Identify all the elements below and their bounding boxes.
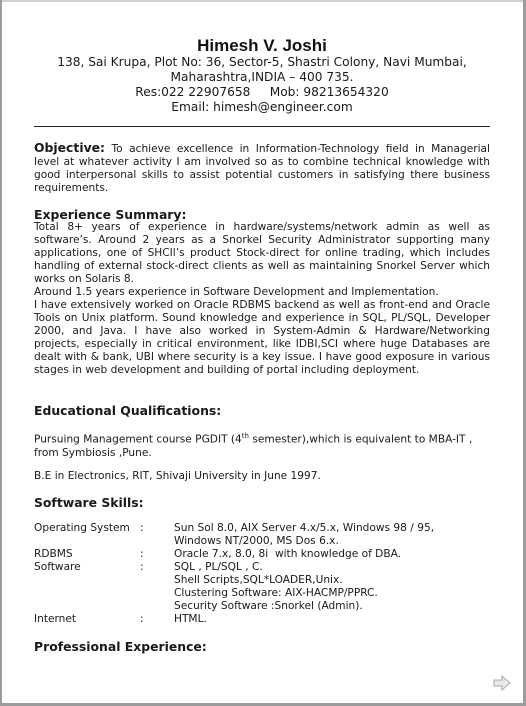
experience-para-2: Around 1.5 years experience in Software Development and Implementation. [34, 286, 439, 298]
next-arrow-icon[interactable] [492, 674, 512, 692]
education-line-2: B.E in Electronics, RIT, Shivaji University in June 1997. [34, 470, 321, 482]
header-divider [34, 126, 490, 127]
professional-experience-heading: Professional Experience: [34, 639, 207, 654]
candidate-name: Himesh V. Joshi [197, 36, 327, 55]
address-line-1: 138, Sai Krupa, Plot No: 36, Sector-5, Shastri Colony, Navi Mumbai, [57, 55, 467, 69]
skills-separator: : [140, 548, 144, 560]
education-line-1-end: semester),which is equivalent to MBA-IT , from Symbiosis ,Pune. [34, 433, 473, 459]
skills-row-internet [34, 613, 490, 626]
skills-separator: : [140, 522, 144, 534]
experience-para-1: Total 8+ years of experience in hardware/systems/network admin as well as software’s. Around 2 years as a Snorkel Security Administrator supporting many applications, one of SHCIl’s product Stock-direct for online trading, which includes handling of external stock-direct clients as well as maintaining Snorkel Server which works on Solaris 8. [34, 221, 490, 285]
address-line-2: Maharashtra,INDIA – 400 735. [170, 70, 354, 84]
skills-row-operating-system [34, 522, 490, 548]
skills-key: Operating System [34, 522, 130, 534]
email-address: Email: himesh@engineer.com [171, 100, 353, 114]
software-skills-table [34, 522, 490, 626]
experience-summary-heading: Experience Summary: [34, 207, 187, 222]
objective-text: To achieve excellence in Information-Technology field in Managerial level at whatever activity I am involved so as to combine technical knowledge with good interpersonal skills to assist potential customers in satisfying there business requirements. [34, 143, 490, 194]
skills-value: Windows NT/2000, MS Dos 6.x. [174, 535, 339, 547]
skills-separator: : [140, 613, 144, 625]
objective-label: Objective: [34, 140, 106, 155]
skills-values [174, 613, 490, 626]
skills-values [174, 548, 490, 561]
skills-row-software [34, 561, 490, 613]
skills-key: RDBMS [34, 548, 73, 560]
skills-value: Sun Sol 8.0, AIX Server 4.x/5.x, Windows 98 / 95, [174, 522, 435, 534]
skills-value: Shell Scripts,SQL*LOADER,Unix. [174, 574, 343, 586]
skills-key: Software [34, 561, 81, 573]
skills-values [174, 522, 490, 548]
skills-value: SQL , PL/SQL , C. [174, 561, 263, 573]
education-line-1-start: Pursuing Management course PGDIT (4 [34, 433, 242, 446]
skills-value: Security Software :Snorkel (Admin). [174, 600, 363, 612]
resume-header [34, 36, 490, 115]
education-line-1 [34, 430, 490, 460]
skills-row-rdbms [34, 548, 490, 561]
skills-separator: : [140, 561, 144, 573]
education-ordinal-suffix: th [241, 432, 249, 440]
window-frame-left [0, 0, 2, 706]
education-heading: Educational Qualifications: [34, 403, 222, 418]
skills-values [174, 561, 490, 613]
software-skills-heading: Software Skills: [34, 495, 144, 510]
skills-key: Internet [34, 613, 77, 625]
experience-para-3: I have extensively worked on Oracle RDBMS backend as well as front-end and Oracle Tools on Unix platform. Sound knowledge and experience in SQL, PL/SQL, Developer 2000, and Java. I have also worked in System-Admin & Hardware/Networking projects, especially in critical environment, like IDBI,SCI where huge Databases are dealt with & bank, UBI where security is a key issue. I have good exposure in various stages in web development and building of portal including deployment. [34, 299, 490, 376]
skills-value: HTML. [174, 613, 207, 625]
phone-numbers: Res:022 22907658 Mob: 98213654320 [135, 85, 389, 99]
objective-paragraph [34, 141, 490, 195]
skills-value: Oracle 7.x, 8.0, 8i with knowledge of DBA. [174, 548, 402, 560]
skills-value: Clustering Software: AIX-HACMP/PPRC. [174, 587, 378, 599]
window-frame-top [0, 0, 526, 2]
